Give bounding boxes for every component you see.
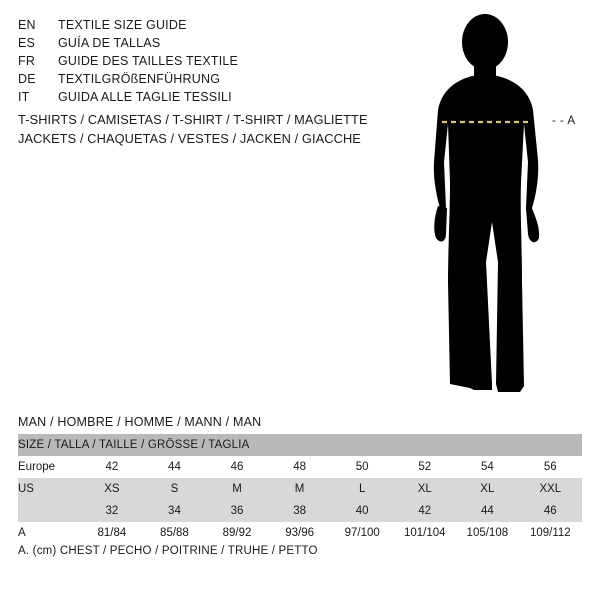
table-cell: S: [143, 478, 206, 500]
marker-letter: A: [567, 115, 576, 127]
table-cell: 105/108: [456, 522, 519, 544]
language-code: FR: [18, 54, 36, 68]
table-title: MAN / HOMBRE / HOMME / MANN / MAN: [18, 415, 262, 429]
size-table: [18, 434, 582, 544]
table-cell: M: [206, 478, 269, 500]
table-cell: 85/88: [143, 522, 206, 544]
table-cell: XL: [456, 478, 519, 500]
language-code: DE: [18, 72, 36, 86]
language-text: GUIDE DES TAILLES TEXTILE: [58, 54, 239, 68]
marker-dash: - -: [552, 115, 565, 127]
table-cell: 32: [81, 500, 144, 522]
garment-category-list: [18, 110, 378, 148]
male-figure-illustration: [400, 12, 600, 402]
language-code: IT: [18, 90, 30, 104]
table-cell: 36: [206, 500, 269, 522]
table-cell: L: [331, 478, 394, 500]
table-header-label: SIZE / TALLA / TAILLE / GRÖSSE / TAGLIA: [18, 434, 582, 456]
table-row: [18, 456, 582, 478]
row-label: A: [18, 522, 81, 544]
language-row: [18, 70, 348, 88]
row-label: Europe: [18, 456, 81, 478]
size-table-block: [18, 415, 582, 544]
category-line: JACKETS / CHAQUETAS / VESTES / JACKEN / GIACCHE: [18, 131, 361, 146]
table-cell: 89/92: [206, 522, 269, 544]
table-cell: 44: [456, 500, 519, 522]
table-cell: 81/84: [81, 522, 144, 544]
table-cell: 44: [143, 456, 206, 478]
table-cell: 46: [519, 500, 582, 522]
table-cell: 97/100: [331, 522, 394, 544]
table-cell: 93/96: [268, 522, 331, 544]
table-cell: 40: [331, 500, 394, 522]
language-row: [18, 34, 348, 52]
table-cell: 50: [331, 456, 394, 478]
table-row: [18, 478, 582, 500]
measure-point-a-label: [552, 115, 576, 127]
table-cell: 101/104: [393, 522, 456, 544]
row-label: [18, 500, 81, 522]
language-text: TEXTILGRÖßENFÜHRUNG: [58, 72, 221, 86]
language-row: [18, 16, 348, 34]
language-text: GUIDA ALLE TAGLIE TESSILI: [58, 90, 232, 104]
table-header-row: [18, 434, 582, 456]
row-label: US: [18, 478, 81, 500]
language-code: ES: [18, 36, 36, 50]
table-cell: 46: [206, 456, 269, 478]
table-cell: 109/112: [519, 522, 582, 544]
table-cell: M: [268, 478, 331, 500]
table-cell: 42: [81, 456, 144, 478]
language-row: [18, 52, 348, 70]
table-cell: 54: [456, 456, 519, 478]
table-cell: 42: [393, 500, 456, 522]
category-line: T-SHIRTS / CAMISETAS / T-SHIRT / T-SHIRT / MAGLIETTE: [18, 112, 368, 127]
table-cell: 38: [268, 500, 331, 522]
table-cell: 56: [519, 456, 582, 478]
table-cell: 34: [143, 500, 206, 522]
table-row: [18, 522, 582, 544]
table-cell: XL: [393, 478, 456, 500]
body-silhouette-icon: [400, 12, 600, 402]
table-cell: XXL: [519, 478, 582, 500]
language-row: [18, 88, 348, 106]
table-cell: XS: [81, 478, 144, 500]
language-list: [18, 16, 348, 106]
table-footnote: A. (cm) CHEST / PECHO / POITRINE / TRUHE / PETTO: [18, 545, 318, 557]
table-cell: 48: [268, 456, 331, 478]
language-code: EN: [18, 18, 36, 32]
language-text: TEXTILE SIZE GUIDE: [58, 18, 187, 32]
table-cell: 52: [393, 456, 456, 478]
table-row: [18, 500, 582, 522]
language-text: GUÍA DE TALLAS: [58, 36, 161, 50]
